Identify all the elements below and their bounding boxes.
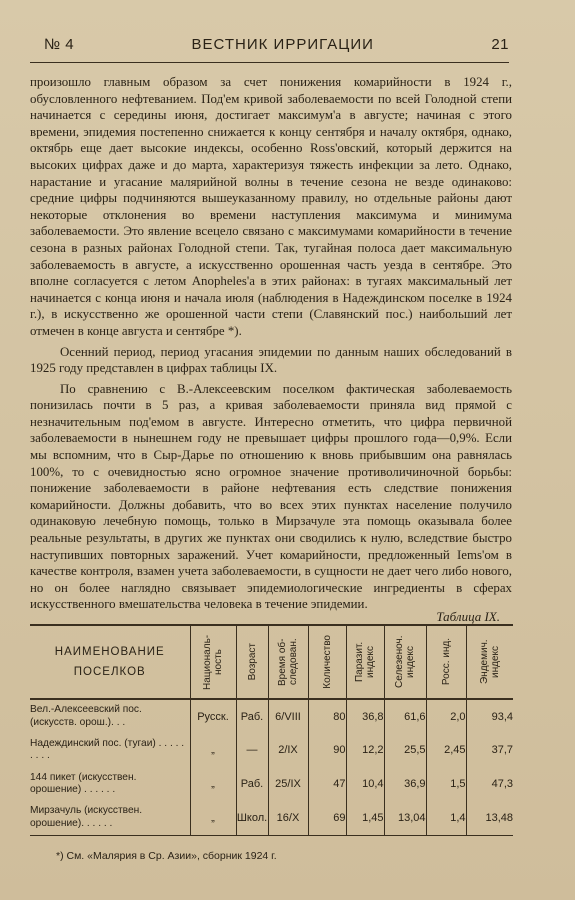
table-row [30,767,513,801]
table-row [30,733,513,767]
running-header [44,36,509,53]
cell-name: Вел.-Алексеевский пос. (искусств. орош.). . . [30,704,142,728]
cell-nationality: „ [190,801,236,835]
cell-age: Школ. [236,801,268,835]
journal-title: ВЕСТНИК ИРРИГАЦИИ [191,36,374,53]
cell-count: 80 [308,699,346,733]
cell-parasite: 1,45 [346,801,384,835]
header-ross: Росс. инд. [426,625,466,699]
article-body [30,74,512,617]
cell-endemic: 37,7 [466,733,513,767]
cell-endemic: 93,4 [466,699,513,733]
table-header-row [30,625,513,699]
header-rule [30,62,509,63]
header-spleen: Селезеноч. индекс [384,625,426,699]
cell-nationality: „ [190,767,236,801]
header-endemic: Эндемич. индекс [466,625,513,699]
cell-count: 47 [308,767,346,801]
cell-count: 69 [308,801,346,835]
header-age: Возраст [236,625,268,699]
header-count: Количество [308,625,346,699]
issue-number: № 4 [44,36,75,53]
header-time: Время об-следован. [268,625,308,699]
cell-endemic: 13,48 [466,801,513,835]
cell-time: 2/IX [268,733,308,767]
header-nationality: Националь-ность [190,625,236,699]
header-name-line1: НАИМЕНОВАНИЕ [54,646,165,658]
cell-age: Раб. [236,699,268,733]
page-number: 21 [491,36,509,53]
cell-ross: 2,0 [426,699,466,733]
paragraph-3: По сравнению с В.-Алексеевским поселком фактическая заболеваемость понизилась почти в 5 раз, а кривая заболеваемости приняла вид прямой с незначительным под'емом в августе. Интересно отметить, что цифра первичной заболеваемости в нынешнем году не превышает цифры прошлого года—0,9%. Если мы вспомним, что в Сыр-Дарье по отношению к вновь прибывшим она равнялась 100%, то с очевидностью ясно огромное значение противоличиночной борьбы: понижение заболеваемости в районе нефтевания есть следствие понижения комарийности. Должны добавить, что во всех этих пунктах население получило одинаковую лечебную помощь, только в Мирзачуле эта помощь оказывала более реальные результаты, в других же пунктах они сводились к нулю, вследствие быстро наступивших повторных заражений. Учет комарийности, предложенный Iems'ом в качестве контроля, взамен учета заболеваемости, в сущности не дает чего либо нового, но он более наглядно связывает эпидемиологические ингредиенты в сферах искусственного вмешательства человека в течение эпидемии. [30,381,512,612]
cell-parasite: 12,2 [346,733,384,767]
cell-spleen: 36,9 [384,767,426,801]
cell-time: 25/IX [268,767,308,801]
cell-ross: 1,4 [426,801,466,835]
cell-time: 6/VIII [268,699,308,733]
cell-parasite: 10,4 [346,767,384,801]
cell-spleen: 25,5 [384,733,426,767]
paragraph-2: Осенний период, период угасания эпидемии по данным наших обследований в 1925 году представлен в цифрах таблицы IX. [30,344,512,376]
cell-age: Раб. [236,767,268,801]
table-row [30,699,513,733]
header-parasite: Паразит. индекс [346,625,384,699]
cell-name: Надеждинский пос. (тугаи) . . . . . . . . . [30,737,185,761]
cell-count: 90 [308,733,346,767]
cell-spleen: 61,6 [384,699,426,733]
data-table [30,624,513,836]
cell-time: 16/X [268,801,308,835]
cell-nationality: „ [190,733,236,767]
cell-endemic: 47,3 [466,767,513,801]
header-name [30,625,190,699]
table-row [30,801,513,835]
header-name-line2: ПОСЕЛКОВ [73,666,146,678]
cell-age: — [236,733,268,767]
cell-name: 144 пикет (искусствен. орошение) . . . . . . [30,771,137,795]
cell-parasite: 36,8 [346,699,384,733]
footnote: *) См. «Малярия в Ср. Азии», сборник 1924 г. [56,850,277,862]
cell-nationality: Русск. [190,699,236,733]
cell-ross: 2,45 [426,733,466,767]
paragraph-1: произошло главным образом за счет понижения комарийности в 1924 г., обусловленного нефтеванием. Под'ем кривой заболеваемости по всей Голодной степи начинается с середины июня, достигает максимум'а в августе; начиная с этого времени, эпидемия постепенно снижается к концу сентября и началу октября, однако, октябрь еще дает высокие индексы, особенно Ross'овский, который держится на высоких цифрах даже и до марта, характеризуя тяжесть инфекции за лето. Однако, нарастание и угасание малярийной волны в течение сезона не везде одинаково: средние цифры подчиняются вышеуказанному правилу, но отдельные районы дают некоторые отклонения во времени наступления максимума и минимума заболеваемости. Это явление всецело связано с максимумами комарийности в течение сезона в разных районах Голодной степи. Так, тугайная полоса дает максимальную заболеваемость в августе, а искусственно орошенная часть уезда в сентябре. Это вполне согласуется с летом Anopheles'а в этих районах: в тугаях максимальный лет начинается с конца июня и начала июля (наблюдения в Надеждинском поселке в 1924 г.), в искусственно же орошенной части степи (Славянский пос.) наибольший лет отмечен в конце августа и сентябре *). [30,75,512,338]
cell-name: Мирзачуль (искусствен. орошение). . . . . . [30,805,143,829]
table-caption: Таблица IX. [436,609,500,624]
cell-spleen: 13,04 [384,801,426,835]
cell-ross: 1,5 [426,767,466,801]
